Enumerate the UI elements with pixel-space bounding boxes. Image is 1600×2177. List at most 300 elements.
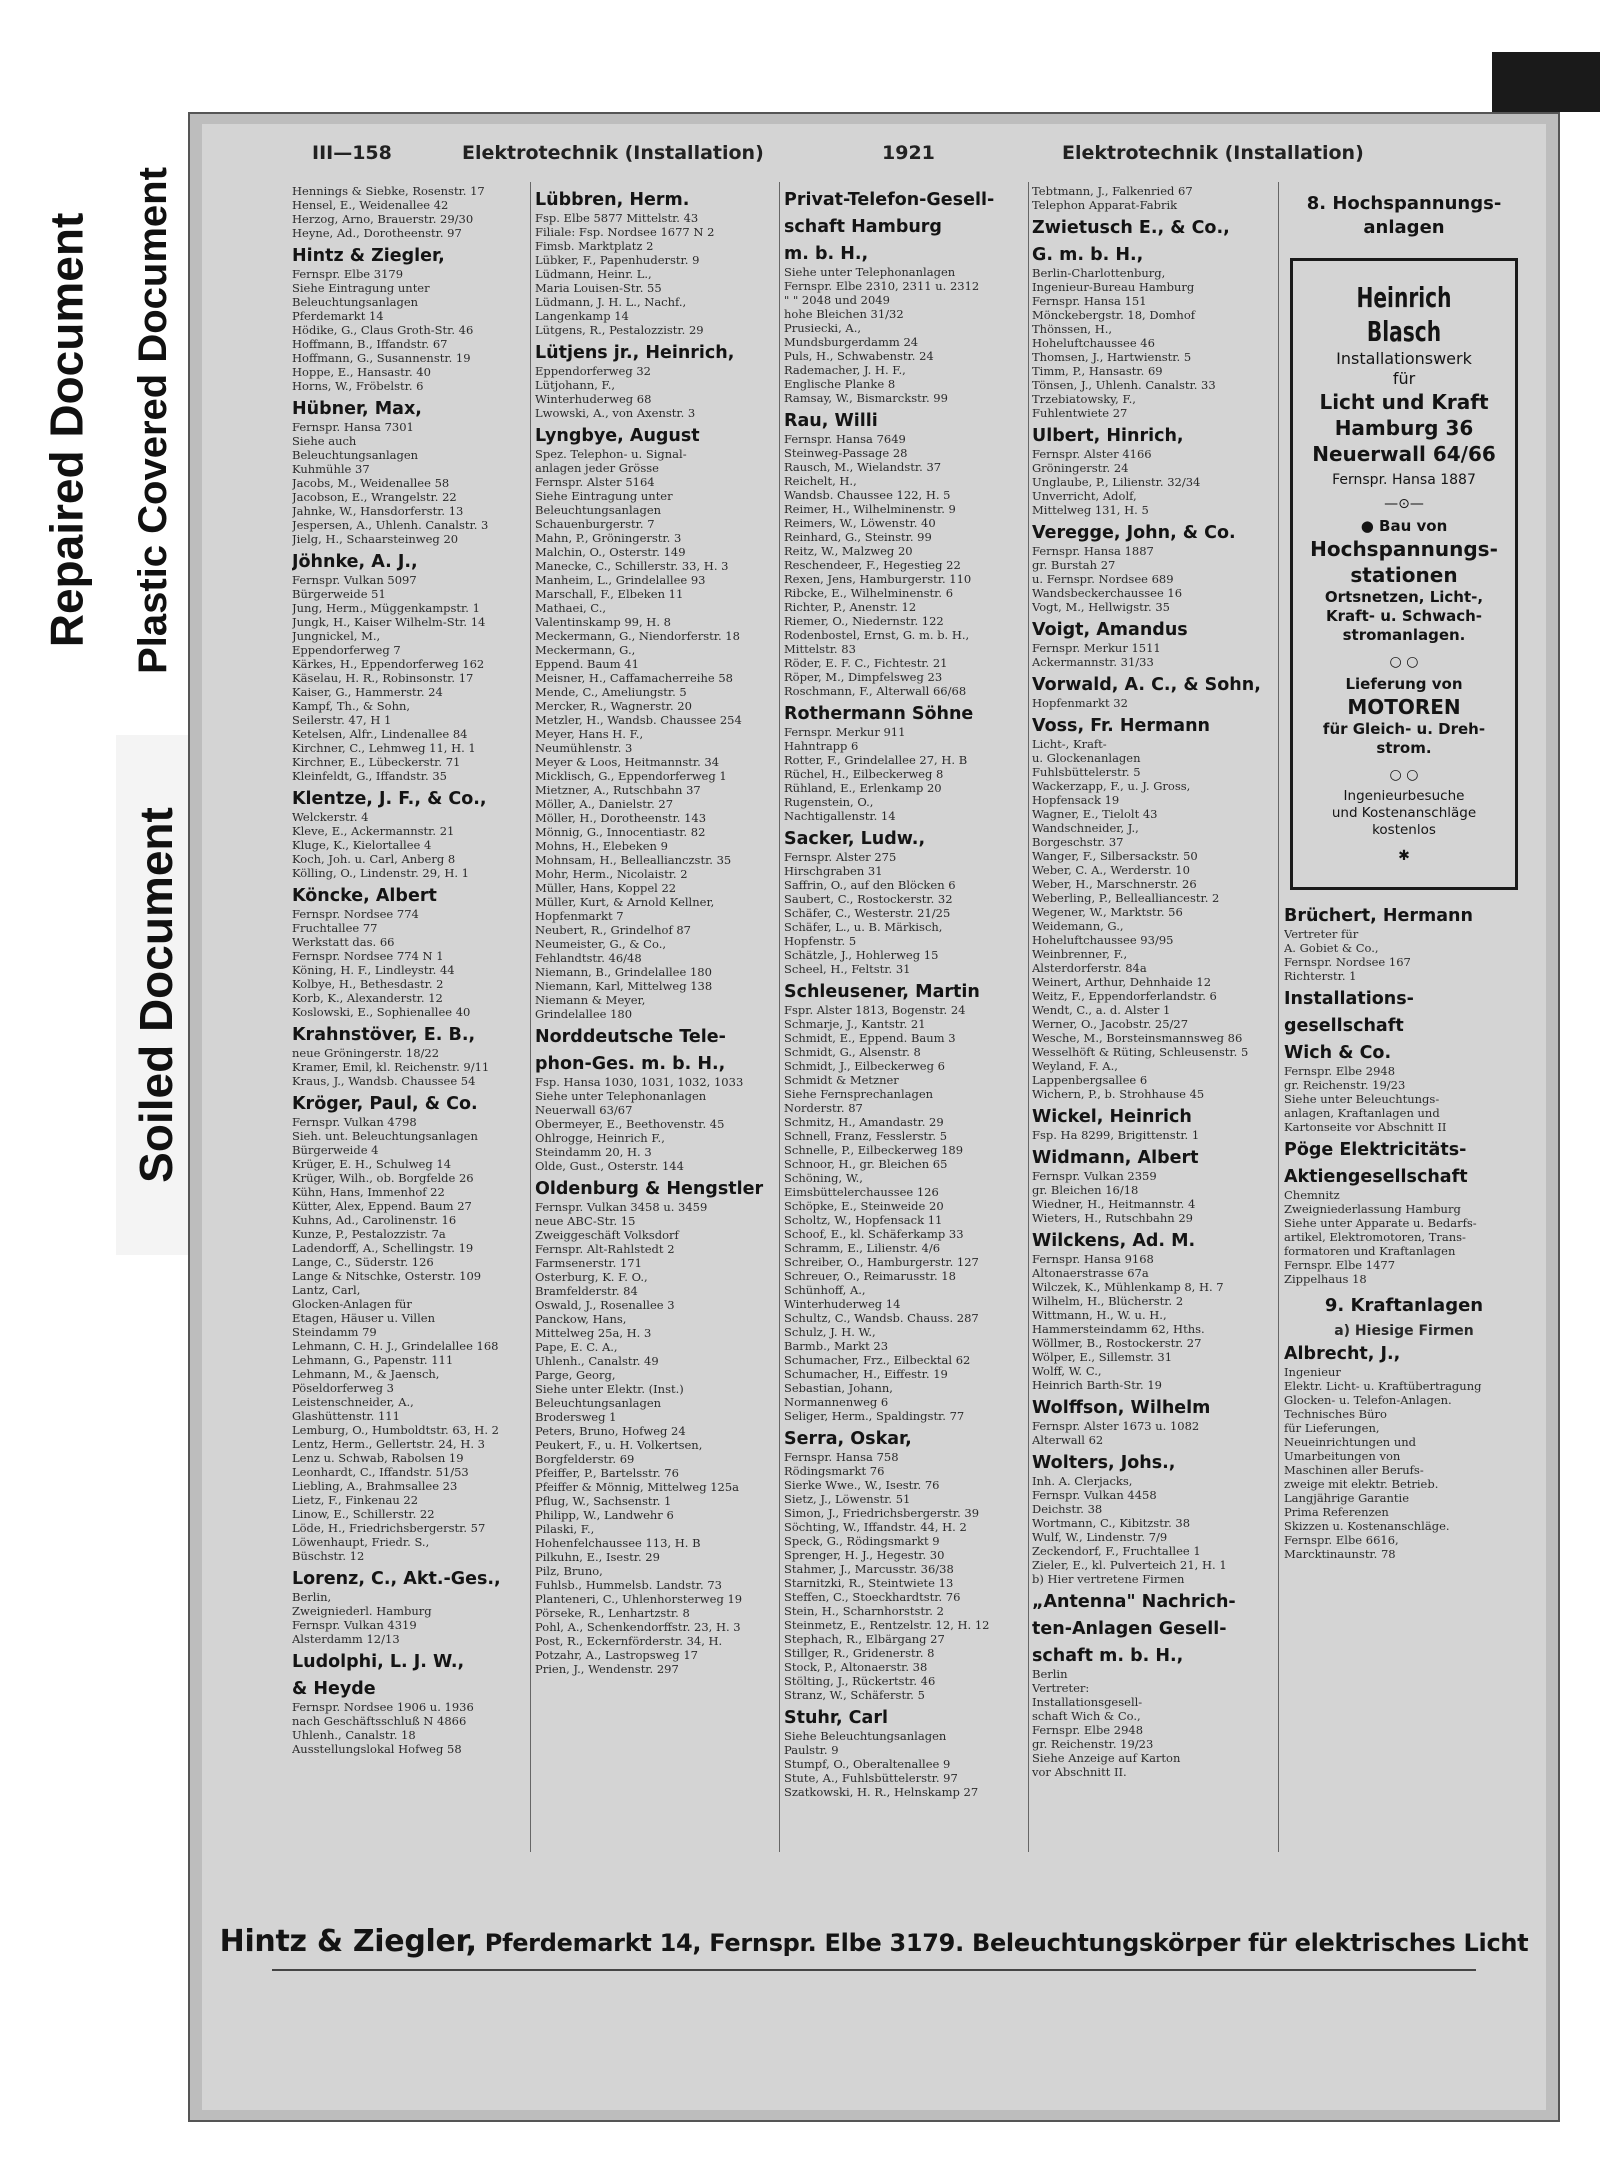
directory-entry: Mercker, R., Wagnerstr. 20 (535, 699, 692, 713)
directory-entry: Schäfer, L., u. B. Märkisch, (784, 920, 943, 934)
directory-entry: artikel, Elektromotoren, Trans- (1284, 1230, 1466, 1244)
directory-entry: Prusiecki, A., (784, 321, 862, 335)
label-repaired-text: Repaired Document (40, 212, 92, 648)
directory-entry: Oswald, J., Rosenallee 3 (535, 1298, 675, 1312)
directory-company: Oldenburg & Hengstler (535, 1179, 764, 1199)
directory-entry: Siehe Anzeige auf Karton (1032, 1751, 1181, 1765)
directory-company: Installations- (1284, 989, 1414, 1009)
directory-entry: Fernspr. Alt-Rahlstedt 2 (535, 1242, 675, 1256)
directory-entry: Mende, C., Ameliungstr. 5 (535, 685, 687, 699)
directory-entry: Steffen, C., Stoeckhardtstr. 76 (784, 1590, 961, 1604)
directory-entry: Pfeiffer, P., Bartelsstr. 76 (535, 1466, 679, 1480)
directory-entry: Mönckebergstr. 18, Domhof (1032, 308, 1195, 322)
directory-entry: Kartonseite vor Abschnitt II (1284, 1120, 1447, 1134)
directory-entry: Korb, K., Alexanderstr. 12 (292, 991, 443, 1005)
directory-entry: Fsp. Hansa 1030, 1031, 1032, 1033 (535, 1075, 744, 1089)
directory-entry: Stölting, J., Rückertstr. 46 (784, 1674, 936, 1688)
directory-entry: Meyer, Hans H. F., (535, 727, 644, 741)
directory-entry: Hoppe, E., Hansastr. 40 (292, 365, 431, 379)
directory-entry: Fernspr. Hansa 151 (1032, 294, 1147, 308)
directory-entry: Uhlenh., Canalstr. 18 (292, 1728, 416, 1742)
directory-entry: Ackermannstr. 31/33 (1032, 655, 1154, 669)
section-8-title: 8. Hochspannungs- anlagen (1306, 193, 1502, 238)
directory-company: Wich & Co. (1284, 1043, 1392, 1063)
directory-company: Wilckens, Ad. M. (1032, 1231, 1196, 1251)
directory-entry: Mittelweg 131, H. 5 (1032, 503, 1149, 517)
directory-entry: Sieh. unt. Beleuchtungsanlagen (292, 1129, 478, 1143)
directory-entry: Peters, Bruno, Hofweg 24 (535, 1424, 686, 1438)
directory-entry: Neumeister, G., & Co., (535, 937, 667, 951)
directory-entry: Hahntrapp 6 (784, 739, 859, 753)
directory-entry: Seliger, Herm., Spaldingstr. 77 (784, 1409, 965, 1423)
directory-entry: Jacobs, M., Weidenallee 58 (292, 476, 450, 490)
directory-entry: Reimer, H., Wilhelminenstr. 9 (784, 502, 956, 516)
directory-entry: u. Glockenanlagen (1032, 751, 1141, 765)
directory-entry: Fernspr. Alster 5164 (535, 475, 655, 489)
directory-company: „Antenna" Nachrich- (1032, 1592, 1236, 1612)
directory-entry: Fsp. Ha 8299, Brigittenstr. 1 (1032, 1128, 1200, 1142)
directory-entry: Stahmer, J., Marcusstr. 36/38 (784, 1562, 954, 1576)
directory-entry: Fernspr. Nordsee 774 (292, 907, 419, 921)
directory-entry: Hohenfelchaussee 113, H. B (535, 1536, 701, 1550)
directory-company: Klentze, J. F., & Co., (292, 789, 487, 809)
directory-company: phon-Ges. m. b. H., (535, 1054, 726, 1074)
directory-entry: Manheim, L., Grindelallee 93 (535, 573, 706, 587)
directory-entry: Simon, J., Friedrichsbergerstr. 39 (784, 1506, 980, 1520)
directory-entry: Röper, M., Dimpfelsweg 23 (784, 670, 943, 684)
directory-entry: Siehe unter Elektr. (Inst.) (535, 1382, 684, 1396)
label-plastic-text: Plastic Covered Document (130, 166, 175, 674)
directory-entry: Stein, H., Scharnhorststr. 2 (784, 1604, 944, 1618)
directory-entry: Puls, H., Schwabenstr. 24 (784, 349, 934, 363)
directory-entry: Jielg, H., Schaarsteinweg 20 (292, 532, 459, 546)
column-3 (784, 184, 1026, 1844)
directory-entry: Vertreter: (1032, 1681, 1090, 1695)
directory-company: Serra, Oskar, (784, 1429, 912, 1449)
directory-entry: Linow, E., Schillerstr. 22 (292, 1507, 435, 1521)
directory-company: Lorenz, C., Akt.-Ges., (292, 1569, 501, 1589)
directory-entry: anlagen, Kraftanlagen und (1284, 1106, 1440, 1120)
directory-entry: Telephon Apparat-Fabrik (1032, 198, 1178, 212)
directory-entry: Krüger, Wilh., ob. Borgfelde 26 (292, 1171, 474, 1185)
directory-entry: Kaiser, G., Hammerstr. 24 (292, 685, 443, 699)
directory-entry: Fernspr. Elbe 3179 (292, 267, 404, 281)
directory-entry: Schünhoff, A., (784, 1283, 866, 1297)
directory-entry: Pöseldorferweg 3 (292, 1381, 394, 1395)
directory-entry: Glocken- u. Telefon-Anlagen. (1284, 1393, 1452, 1407)
directory-entry: Hammersteindamm 62, Hths. (1032, 1322, 1205, 1336)
directory-entry: Siehe unter Beleuchtungs- (1284, 1092, 1440, 1106)
directory-entry: Sprenger, H. J., Hegestr. 30 (784, 1548, 945, 1562)
directory-entry: Alsterdamm 12/13 (292, 1632, 400, 1646)
directory-entry: Heinrich Barth-Str. 19 (1032, 1378, 1162, 1392)
directory-entry: Bramfelderstr. 84 (535, 1284, 638, 1298)
directory-entry: Zieler, E., kl. Pulverteich 21, H. 1 (1032, 1558, 1227, 1572)
directory-company: Krahnstöver, E. B., (292, 1025, 476, 1045)
directory-entry: hohe Bleichen 31/32 (784, 307, 904, 321)
directory-entry: Beleuchtungsanlagen (292, 295, 419, 309)
directory-entry: gr. Bleichen 16/18 (1032, 1183, 1139, 1197)
directory-company: Köncke, Albert (292, 886, 437, 906)
header-right-title: Elektrotechnik (Installation) (1062, 142, 1364, 164)
directory-entry: Mohns, H., Elebeken 9 (535, 839, 668, 853)
directory-entry: Wiedner, H., Heitmannstr. 4 (1032, 1197, 1196, 1211)
directory-entry: Vogt, M., Hellwigstr. 35 (1032, 600, 1170, 614)
directory-entry: Hopfenstr. 5 (784, 934, 857, 948)
directory-entry: Eppendorferweg 7 (292, 643, 401, 657)
directory-entry: Skizzen u. Kostenanschläge. (1284, 1519, 1450, 1533)
directory-entry: Inh. A. Clerjacks, (1032, 1474, 1133, 1488)
directory-company: Stuhr, Carl (784, 1708, 888, 1728)
directory-entry: Fernspr. Hansa 9168 (1032, 1252, 1154, 1266)
directory-entry: Pflug, W., Sachsenstr. 1 (535, 1494, 672, 1508)
ad-line: Lieferung von (1345, 675, 1463, 693)
directory-entry: Langjährige Garantie (1284, 1491, 1409, 1505)
directory-company: schaft Hamburg (784, 217, 942, 237)
directory-entry: Thönssen, H., (1032, 322, 1113, 336)
directory-entry: Käselau, H. R., Robinsonstr. 17 (292, 671, 474, 685)
directory-entry: Fernspr. Elbe 2948 (1284, 1064, 1396, 1078)
directory-company: Zwietusch E., & Co., (1032, 218, 1230, 238)
ad-line: stromanlagen. (1342, 626, 1466, 644)
directory-entry: Prima Referenzen (1284, 1505, 1389, 1519)
directory-company: Vorwald, A. C., & Sohn, (1032, 675, 1261, 695)
directory-entry: Borgeschstr. 37 (1032, 835, 1124, 849)
ad-line: strom. (1376, 739, 1432, 757)
directory-entry: für Lieferungen, (1284, 1421, 1380, 1435)
directory-entry: Manecke, C., Schillerstr. 33, H. 3 (535, 559, 729, 573)
directory-entry: Sierke Wwe., W., Isestr. 76 (784, 1478, 940, 1492)
directory-entry: Scheel, H., Feltstr. 31 (784, 962, 911, 976)
directory-entry: Rühland, E., Erlenkamp 20 (784, 781, 942, 795)
directory-entry: Hopfenmarkt 32 (1032, 696, 1128, 710)
directory-entry: Rausch, M., Wielandstr. 37 (784, 460, 942, 474)
directory-entry: zweige mit elektr. Betrieb. (1284, 1477, 1439, 1491)
directory-entry: Meckermann, G., Niendorferstr. 18 (535, 629, 740, 643)
directory-entry: Ingenieur-Bureau Hamburg (1032, 280, 1195, 294)
directory-entry: Farmsenerstr. 171 (535, 1256, 642, 1270)
directory-entry: Tönsen, J., Uhlenh. Canalstr. 33 (1032, 378, 1216, 392)
directory-entry: Thomsen, J., Hartwienstr. 5 (1032, 350, 1192, 364)
advertisement-box (1290, 258, 1518, 890)
directory-entry: Elektr. Licht- u. Kraftübertragung (1284, 1379, 1482, 1393)
directory-entry: Lütjohann, F., (535, 378, 616, 392)
directory-entry: Koch, Joh. u. Carl, Anberg 8 (292, 852, 456, 866)
ad-line: Ingenieurbesuche (1343, 788, 1465, 804)
directory-entry: Wulf, W., Lindenstr. 7/9 (1032, 1530, 1168, 1544)
directory-entry: Ausstellungslokal Hofweg 58 (292, 1742, 462, 1756)
directory-company: Rau, Willi (784, 411, 878, 431)
directory-entry: Umarbeitungen von (1284, 1449, 1401, 1463)
directory-entry: Fernspr. Nordsee 167 (1284, 955, 1411, 969)
ad-line: ● Bau von (1360, 517, 1448, 535)
directory-entry: b) Hier vertretene Firmen (1032, 1572, 1185, 1586)
directory-company: Lübbren, Herm. (535, 190, 690, 210)
directory-entry: Werner, O., Jacobstr. 25/27 (1032, 1017, 1189, 1031)
directory-entry: Pörseke, R., Lenhartzstr. 8 (535, 1606, 690, 1620)
ad-separator: ○ ○ (1389, 654, 1419, 670)
directory-entry: neue Gröningerstr. 18/22 (292, 1046, 440, 1060)
directory-entry: Büschstr. 12 (292, 1549, 365, 1563)
directory-entry: Niemann, B., Grindelallee 180 (535, 965, 712, 979)
directory-entry: Schreiber, O., Hamburgerstr. 127 (784, 1255, 979, 1269)
directory-company: Albrecht, J., (1284, 1344, 1401, 1364)
ad-separator: ○ ○ (1389, 767, 1419, 783)
directory-entry: Mundsburgerdamm 24 (784, 335, 919, 349)
directory-entry: Söchting, W., Iffandstr. 44, H. 2 (784, 1520, 967, 1534)
directory-entry: Fernspr. Elbe 6616, (1284, 1533, 1399, 1547)
column-2 (535, 184, 777, 1844)
directory-entry: neue ABC-Str. 15 (535, 1214, 636, 1228)
directory-entry: Wanger, F., Silbersackstr. 50 (1032, 849, 1198, 863)
directory-company: G. m. b. H., (1032, 245, 1144, 265)
directory-entry: Filiale: Fsp. Nordsee 1677 N 2 (535, 225, 715, 239)
directory-company: Jöhnke, A. J., (292, 552, 418, 572)
directory-entry: Winterhuderweg 14 (784, 1297, 901, 1311)
directory-entry: Lüdmann, J. H. L., Nachf., (535, 295, 687, 309)
directory-entry: Wortmann, C., Kibitzstr. 38 (1032, 1516, 1191, 1530)
ad-phone: Fernspr. Hansa 1887 (1332, 472, 1476, 488)
directory-entry: Fuhlsbüttelerstr. 5 (1032, 765, 1141, 779)
directory-entry: Richter, P., Anenstr. 12 (784, 600, 917, 614)
directory-entry: Wesselhöft & Rüting, Schleusenstr. 5 (1032, 1045, 1249, 1059)
directory-entry: Etagen, Häuser u. Villen (292, 1311, 435, 1325)
directory-entry: Fernspr. Vulkan 5097 (292, 573, 417, 587)
directory-entry: Saubert, C., Rostockerstr. 32 (784, 892, 953, 906)
directory-entry: Reinhard, G., Steinstr. 99 (784, 530, 932, 544)
directory-entry: Metzler, H., Wandsb. Chaussee 254 (535, 713, 742, 727)
ad-company-name: Heinrich Blasch (1356, 281, 1452, 348)
directory-entry: Fuhlentwiete 27 (1032, 406, 1128, 420)
directory-entry: Steindamm 20, H. 3 (535, 1145, 652, 1159)
directory-entry: Rugenstein, O., (784, 795, 874, 809)
column-rule (779, 182, 780, 1852)
directory-entry: Richterstr. 1 (1284, 969, 1357, 983)
directory-entry: Barmb., Markt 23 (784, 1339, 889, 1353)
directory-entry: Zeckendorf, F., Fruchtallee 1 (1032, 1544, 1201, 1558)
directory-entry: gr. Reichenstr. 19/23 (1284, 1078, 1406, 1092)
directory-entry: Berlin-Charlottenburg, (1032, 266, 1166, 280)
directory-entry: Pfeiffer & Mönnig, Mittelweg 125a (535, 1480, 740, 1494)
directory-entry: Kirchner, E., Lübeckerstr. 71 (292, 755, 461, 769)
directory-entry: Timm, P., Hansastr. 69 (1032, 364, 1163, 378)
directory-entry: Schnelle, P., Eilbeckerweg 189 (784, 1143, 964, 1157)
directory-entry: Starnitzki, R., Steintwiete 13 (784, 1576, 954, 1590)
ad-line: Installationswerk (1336, 349, 1472, 368)
directory-entry: Lange, C., Süderstr. 126 (292, 1255, 434, 1269)
directory-entry: Hoffmann, G., Susannenstr. 19 (292, 351, 471, 365)
column-5-entries-2 (1284, 1344, 1524, 1561)
directory-company: Lütjens jr., Heinrich, (535, 343, 735, 363)
directory-entry: Weberling, P., Bellealliancestr. 2 (1032, 891, 1220, 905)
directory-entry: Siehe Eintragung unter (535, 489, 673, 503)
directory-page (188, 112, 1560, 2122)
directory-entry: Siehe Fernsprechanlagen (784, 1087, 934, 1101)
directory-entry: Jacobson, E., Wrangelstr. 22 (292, 490, 457, 504)
directory-entry: Horns, W., Fröbelstr. 6 (292, 379, 424, 393)
directory-entry: Olde, Gust., Osterstr. 144 (535, 1159, 684, 1173)
directory-entry: Mittelweg 25a, H. 3 (535, 1326, 652, 1340)
directory-company: Norddeutsche Tele- (535, 1027, 726, 1047)
ad-line: Kraft- u. Schwach- (1325, 607, 1483, 625)
directory-entry: Valentinskamp 99, H. 8 (535, 615, 671, 629)
directory-entry: Chemnitz (1284, 1188, 1340, 1202)
directory-entry: Hödike, G., Claus Groth-Str. 46 (292, 323, 474, 337)
directory-entry: Eimsbüttelerchaussee 126 (784, 1185, 939, 1199)
directory-entry: gr. Burstah 27 (1032, 558, 1116, 572)
directory-entry: Philipp, W., Landwehr 6 (535, 1508, 674, 1522)
label-soiled-document (116, 735, 196, 1255)
directory-entry: Jungnickel, M., (292, 629, 381, 643)
column-1 (292, 184, 527, 1844)
directory-entry: Lietz, F., Finkenau 22 (292, 1493, 419, 1507)
directory-entry: Schumacher, H., Eiffestr. 19 (784, 1367, 948, 1381)
directory-entry: Sietz, J., Löwenstr. 51 (784, 1492, 911, 1506)
directory-entry: formatoren und Kraftanlagen (1284, 1244, 1456, 1258)
directory-company: schaft m. b. H., (1032, 1646, 1184, 1666)
directory-entry: schaft Wich & Co., (1032, 1709, 1141, 1723)
directory-entry: Fernspr. Elbe 2310, 2311 u. 2312 (784, 279, 980, 293)
directory-entry: Kuhns, Ad., Carolinenstr. 16 (292, 1213, 457, 1227)
directory-entry: Glocken-Anlagen für (292, 1297, 412, 1311)
footer-text: Pferdemarkt 14, Fernspr. Elbe 3179. Beleuchtungskörper für elektrisches Licht (476, 1929, 1529, 1957)
directory-entry: Löde, H., Friedrichsbergerstr. 57 (292, 1521, 486, 1535)
footer-advertisement (202, 1924, 1546, 1959)
directory-entry: Kluge, K., Kielortallee 4 (292, 838, 432, 852)
directory-entry: Maschinen aller Berufs- (1284, 1463, 1424, 1477)
directory-entry: Wieters, H., Rutschbahn 29 (1032, 1211, 1193, 1225)
directory-entry: Fernspr. Vulkan 3458 u. 3459 (535, 1200, 708, 1214)
directory-entry: Wölper, E., Sillemstr. 31 (1032, 1350, 1173, 1364)
directory-entry: Rexen, Jens, Hamburgerstr. 110 (784, 572, 972, 586)
directory-entry: Lübker, F., Papenhuderstr. 9 (535, 253, 700, 267)
directory-entry: Stillger, R., Gridenerstr. 8 (784, 1646, 935, 1660)
directory-entry: Lüdmann, Heinr. L., (535, 267, 652, 281)
directory-company: Schleusener, Martin (784, 982, 980, 1002)
directory-entry: Hoffmann, B., Iffandstr. 67 (292, 337, 448, 351)
directory-entry: Reimers, W., Löwenstr. 40 (784, 516, 936, 530)
footer-rule (272, 1969, 1476, 1971)
directory-entry: Kleve, E., Ackermannstr. 21 (292, 824, 455, 838)
directory-entry: Prien, J., Wendenstr. 297 (535, 1662, 679, 1676)
directory-entry: Licht-, Kraft- (1032, 737, 1107, 751)
page-paper (202, 124, 1546, 2110)
directory-entry: Krüger, E. H., Schulweg 14 (292, 1157, 452, 1171)
directory-entry: Lwowski, A., von Axenstr. 3 (535, 406, 696, 420)
directory-entry: Wandsb. Chaussee 122, H. 5 (784, 488, 951, 502)
directory-entry: Schöning, W., (784, 1171, 863, 1185)
directory-entry: Hopfenmarkt 7 (535, 909, 624, 923)
directory-entry: Niemann & Meyer, (535, 993, 646, 1007)
directory-entry: u. Fernspr. Nordsee 689 (1032, 572, 1174, 586)
directory-entry: Eppendorferweg 32 (535, 364, 651, 378)
directory-company: Kröger, Paul, & Co. (292, 1094, 478, 1114)
directory-entry: Potzahr, A., Lastropsweg 17 (535, 1648, 698, 1662)
directory-entry: Weitz, F., Eppendorferlandstr. 6 (1032, 989, 1217, 1003)
directory-company: Pöge Elektricitäts- (1284, 1140, 1467, 1160)
directory-entry: Pferdemarkt 14 (292, 309, 384, 323)
directory-entry: Lehmann, G., Papenstr. 111 (292, 1353, 454, 1367)
directory-entry: Saffrin, O., auf den Blöcken 6 (784, 878, 956, 892)
directory-entry: Siehe unter Telephonanlagen (535, 1089, 707, 1103)
directory-entry: Wagner, E., Tielolt 43 (1032, 807, 1158, 821)
directory-entry: Wöllmer, B., Rostockerstr. 27 (1032, 1336, 1202, 1350)
directory-entry: Fernspr. Hansa 1887 (1032, 544, 1154, 558)
column-rule (1028, 182, 1029, 1852)
directory-entry: Kolbye, H., Bethesdastr. 2 (292, 977, 444, 991)
directory-entry: Wittmann, H., W. u. H., (1032, 1308, 1167, 1322)
directory-entry: Rüchel, H., Eilbeckerweg 8 (784, 767, 944, 781)
section-9-subtitle: a) Hiesige Firmen (1334, 1323, 1474, 1339)
directory-entry: Mahn, P., Gröningerstr. 3 (535, 531, 682, 545)
directory-entry: Pilkuhn, E., Isestr. 29 (535, 1550, 660, 1564)
directory-entry: Werkstatt das. 66 (292, 935, 395, 949)
directory-entry: Steinmetz, E., Rentzelstr. 12, H. 12 (784, 1618, 990, 1632)
directory-entry: Kütter, Alex, Eppend. Baum 27 (292, 1199, 472, 1213)
directory-company: m. b. H., (784, 244, 869, 264)
directory-entry: Fehlandtstr. 46/48 (535, 951, 642, 965)
directory-entry: Meisner, H., Caffamacherreihe 58 (535, 671, 733, 685)
directory-company: Sacker, Ludw., (784, 829, 926, 849)
directory-entry: vor Abschnitt II. (1032, 1765, 1127, 1779)
directory-entry: Bürgerweide 4 (292, 1143, 379, 1157)
directory-entry: Ketelsen, Alfr., Lindenallee 84 (292, 727, 468, 741)
directory-entry: Kölling, O., Lindenstr. 29, H. 1 (292, 866, 470, 880)
directory-entry: Steinweg-Passage 28 (784, 446, 908, 460)
directory-entry: Lenz u. Schwab, Rabolsen 19 (292, 1451, 464, 1465)
directory-entry: Siehe Eintragung unter (292, 281, 430, 295)
directory-entry: Ribcke, E., Wilhelminenstr. 6 (784, 586, 954, 600)
directory-company: Privat-Telefon-Gesell- (784, 190, 995, 210)
directory-entry: Installationsgesell- (1032, 1695, 1143, 1709)
directory-company: Lyngbye, August (535, 426, 700, 446)
directory-entry: Beleuchtungsanlagen (292, 448, 419, 462)
directory-entry: Meckermann, G., (535, 643, 636, 657)
directory-entry: Fernspr. Hansa 7649 (784, 432, 906, 446)
directory-entry: Planteneri, C., Uhlenhorsterweg 19 (535, 1592, 743, 1606)
directory-entry: Weyland, F. A., (1032, 1059, 1118, 1073)
directory-entry: Schäfer, C., Westerstr. 21/25 (784, 906, 951, 920)
directory-entry: Neuerwall 63/67 (535, 1103, 633, 1117)
directory-company: Wolffson, Wilhelm (1032, 1398, 1211, 1418)
directory-entry: Wendt, C., a. d. Alster 1 (1032, 1003, 1171, 1017)
running-header (202, 142, 1546, 174)
directory-entry: Micklisch, G., Eppendorferweg 1 (535, 769, 727, 783)
directory-entry: Fernspr. Vulkan 4458 (1032, 1488, 1157, 1502)
directory-entry: Reschendeer, F., Hegestieg 22 (784, 558, 961, 572)
directory-entry: Mathaei, C., (535, 601, 607, 615)
directory-entry: Marcktinaunstr. 78 (1284, 1547, 1396, 1561)
directory-entry: nach Geschäftsschluß N 4866 (292, 1714, 467, 1728)
column-5-entries (1284, 906, 1524, 1286)
directory-entry: Stephach, R., Elbärgang 27 (784, 1632, 945, 1646)
directory-entry: Jahnke, W., Hansdorferstr. 13 (292, 504, 464, 518)
directory-entry: Zippelhaus 18 (1284, 1272, 1367, 1286)
directory-entry: Grindelallee 180 (535, 1007, 633, 1021)
directory-entry: Schmidt, E., Eppend. Baum 3 (784, 1031, 956, 1045)
ad-separator: —⊙— (1384, 496, 1424, 512)
directory-entry: Deichstr. 38 (1032, 1502, 1103, 1516)
directory-entry: Lantz, Carl, (292, 1283, 361, 1297)
ad-line: Licht und Kraft (1319, 390, 1489, 414)
directory-entry: Wandsbeckerchaussee 16 (1032, 586, 1183, 600)
directory-entry: A. Gobiet & Co., (1284, 941, 1379, 955)
directory-entry: Siehe unter Telephonanlagen (784, 265, 956, 279)
directory-entry: Schmidt, J., Eilbeckerweg 6 (784, 1059, 945, 1073)
directory-entry: Pilz, Bruno, (535, 1564, 603, 1578)
directory-company: gesellschaft (1284, 1016, 1404, 1036)
directory-entry: Mohr, Herm., Nicolaistr. 2 (535, 867, 688, 881)
